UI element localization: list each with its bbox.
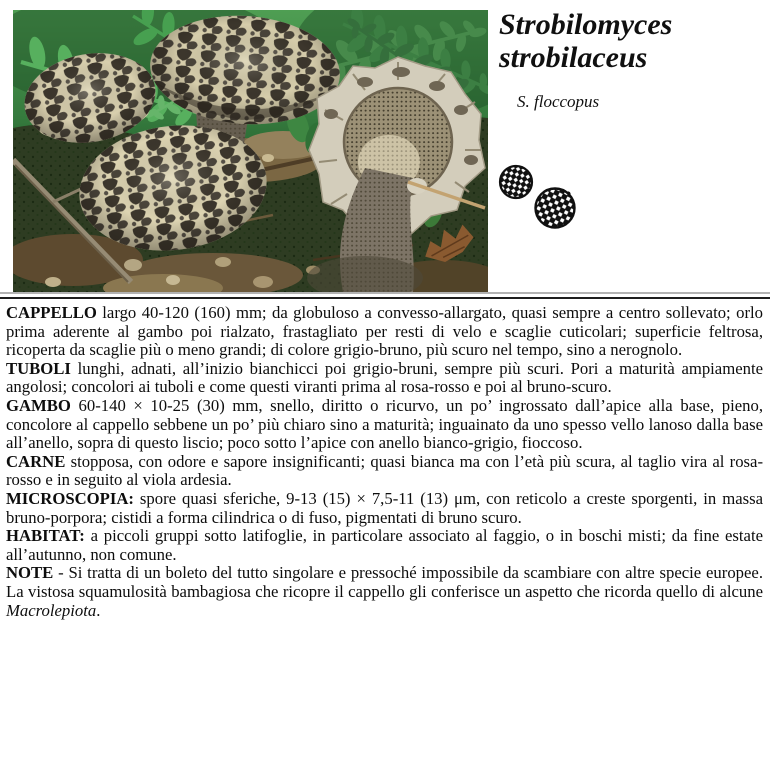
section-paragraph: MICROSCOPIA: spore quasi sferiche, 9-13 (15) × 7,5-11 (13) μm, con reticolo a creste sporgenti, in massa bruno-porpora; cistidi a forma cilindrica o di fuso, pigmentati di bruno scuro. xyxy=(6,488,763,527)
description-sections xyxy=(6,304,763,620)
section-paragraph: CARNE stopposa, con odore e sapore insignificanti; quasi bianca ma con l’età più scura, al taglio vira al rosa-rosso e in seguito al viola ardesia. xyxy=(6,451,763,490)
section-lead: NOTE xyxy=(6,563,54,583)
divider-line-top xyxy=(0,292,770,294)
section-paragraph: NOTE - Si tratta di un boleto del tutto singolare e pressoché impossibile da scambiare con altre specie europee. La vistosa squamulosità bambagiosa che ricopre il cappello gli conferisce un aspetto che ricorda quello di alcune Macrolepiota. xyxy=(6,563,763,620)
synonym-label: S. floccopus xyxy=(517,92,600,111)
section-paragraph: TUBOLI lunghi, adnati, all’inizio bianchicci poi grigio-bruni, sempre più scuri. Pori a maturità ampiamente angolosi; concolori ai tuboli e come questi viranti prima al rosa-rosso e poi al bruno-scuro. xyxy=(6,358,763,397)
spore-illustration xyxy=(494,161,586,239)
title-line-1: Strobilomyces xyxy=(499,8,673,41)
title-line-2: strobilaceus xyxy=(499,41,648,74)
section-italic-term: Macrolepiota xyxy=(6,600,97,620)
mushroom-photo-svg xyxy=(13,10,488,293)
section-lead: CARNE xyxy=(6,451,66,471)
spore-2 xyxy=(536,189,575,228)
section-lead: GAMBO xyxy=(6,395,71,415)
section-paragraph: HABITAT: a piccoli gruppi sotto latifoglie, in particolare associato al faggio, o in boschi misti; da fine estate all’autunno, non comune. xyxy=(6,526,763,564)
page-title xyxy=(499,8,764,74)
spore-1 xyxy=(500,166,532,198)
section-paragraph: GAMBO 60-140 × 10-25 (30) mm, snello, diritto o ricurvo, un po’ ingrossato dall’apice alla base, pieno, concolore al cappello sebbene un po’ più chiaro sino a maturità; inguainato da uno spesso vello lanoso dalla base all’anello, sopra di questo liscio; poco sotto l’apice con anello bianco-grigio, fioccoso. xyxy=(6,395,763,453)
section-lead: CAPPELLO xyxy=(6,303,97,322)
section-lead: HABITAT: xyxy=(6,526,85,546)
section-lead: TUBOLI xyxy=(6,358,71,378)
section-lead: MICROSCOPIA: xyxy=(6,488,134,508)
mushroom-photo xyxy=(13,10,488,293)
divider-line-bottom xyxy=(0,297,770,299)
spore-illustration-svg xyxy=(494,161,586,239)
section-paragraph: CAPPELLO largo 40-120 (160) mm; da globuloso a convesso-allargato, quasi sempre a centro sollevato; orlo prima aderente al gambo poi rialzato, frastagliato per resti di velo e scaglie cuticolari; superficie feltrosa, ricoperta da scaglie più o meno grandi; di colore grigio-bruno, più scuro nel tempo, sino a nerognolo. xyxy=(6,303,763,360)
